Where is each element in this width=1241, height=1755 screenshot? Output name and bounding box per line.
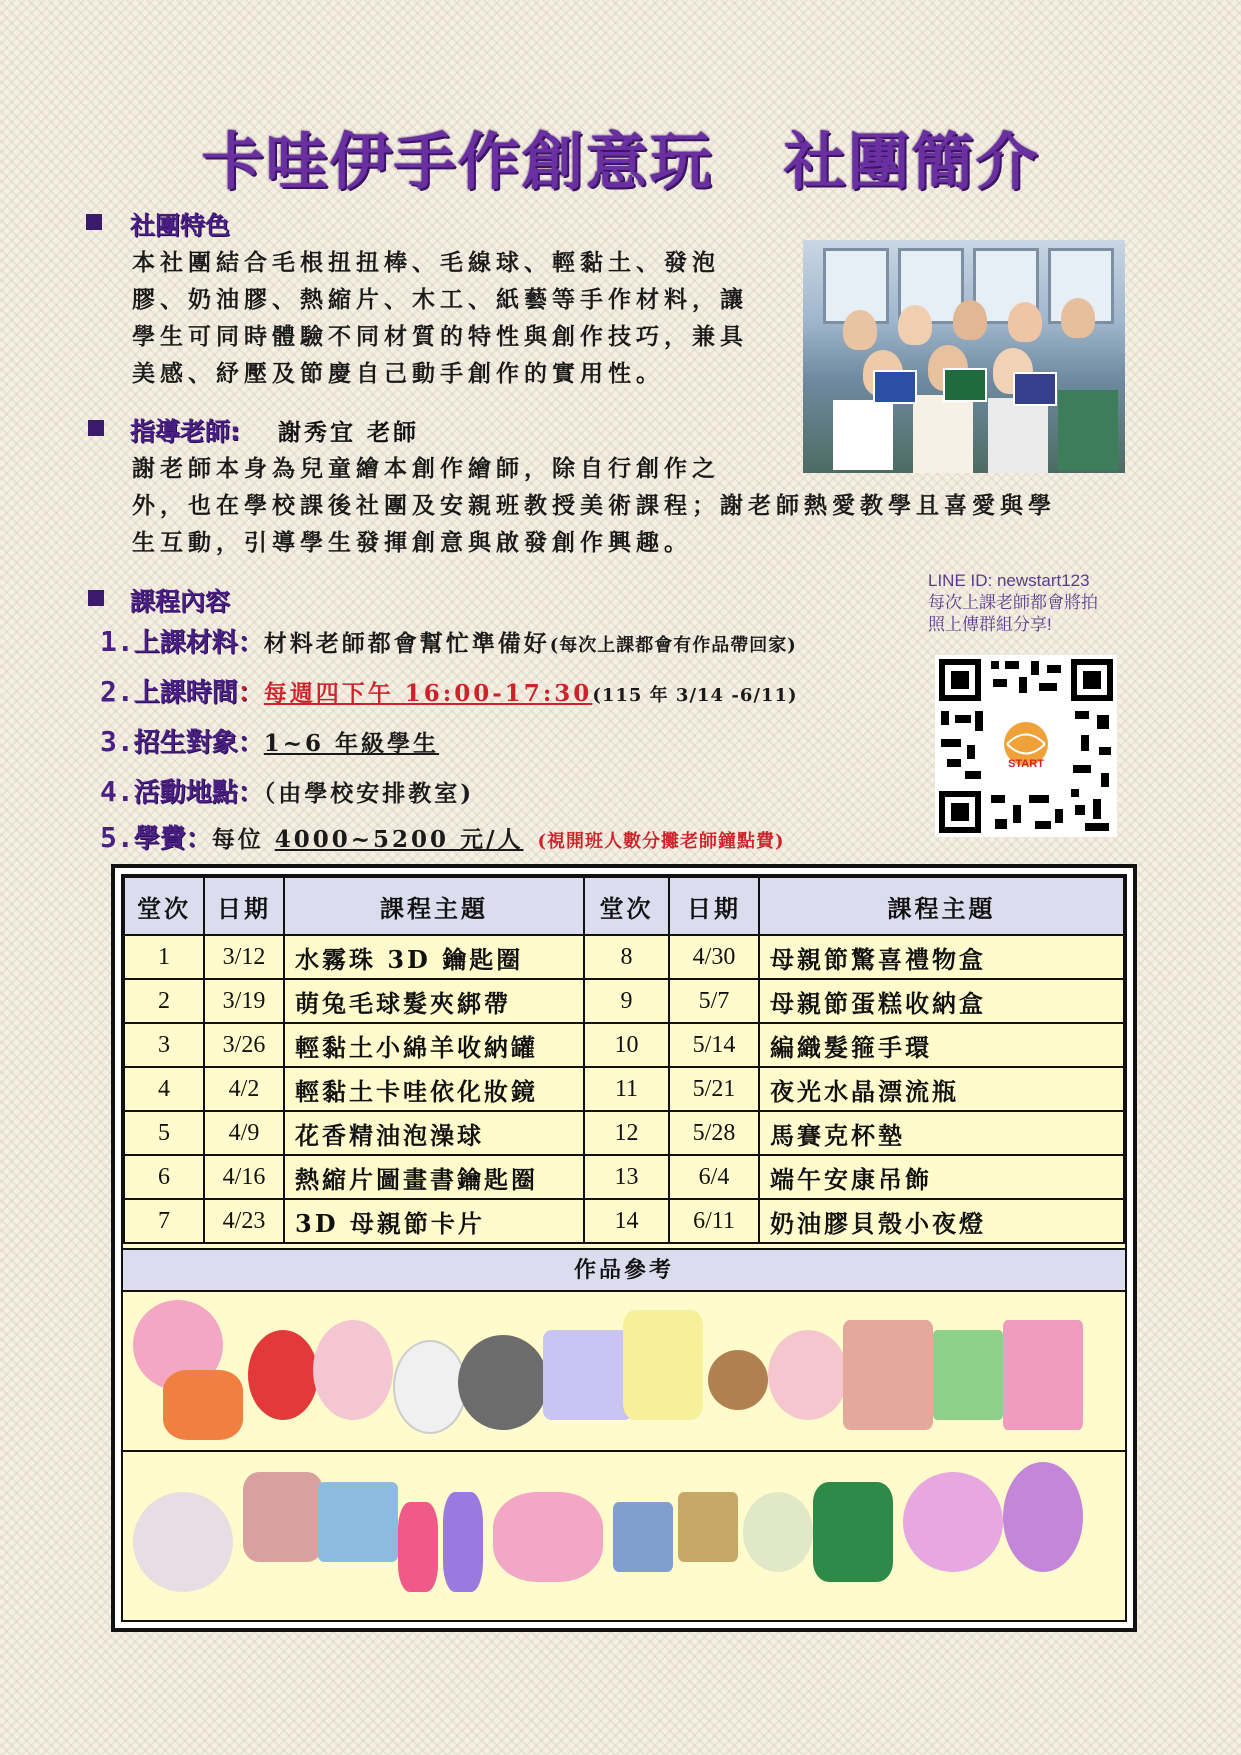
session-topic: 奶油膠貝殼小夜燈 (759, 1199, 1124, 1243)
photo-child (953, 300, 987, 340)
craft-bath-bomb (133, 1492, 233, 1592)
session-date: 3/26 (204, 1023, 284, 1067)
session-topic: 輕黏土小綿羊收納罐 (284, 1023, 584, 1067)
header-session: 堂次 (584, 877, 669, 935)
teacher-line: 生互動，引導學生發揮創意與啟發創作興趣。 (132, 529, 692, 556)
session-topic: 花香精油泡澡球 (284, 1111, 584, 1155)
session-topic: 編織髮箍手環 (759, 1023, 1124, 1067)
schedule-header-row (124, 877, 1124, 935)
line-qr-code[interactable] (935, 655, 1117, 837)
photo-artwork (943, 368, 987, 402)
course-item-time: 2.上課時間：每週四下午 16:00-17:30(115 年 3/14 -6/11) (100, 675, 798, 708)
craft-zongzi-charm (813, 1482, 893, 1582)
session-number: 2 (124, 979, 204, 1023)
teacher-line: 謝老師本身為兒童繪本創作繪師，除自行創作之 (132, 455, 720, 482)
session-topic: 馬賽克杯墊 (759, 1111, 1124, 1155)
session-date: 5/21 (669, 1067, 759, 1111)
craft-pompom (248, 1330, 318, 1420)
teacher-heading: 指導老師: (130, 417, 240, 446)
session-date: 5/14 (669, 1023, 759, 1067)
course-item-target: 3.招生對象：1~6 年級學生 (100, 725, 440, 758)
craft-popup-card (933, 1330, 1003, 1420)
session-topic: 端午安康吊飾 (759, 1155, 1124, 1199)
session-date: 5/7 (669, 979, 759, 1023)
title-left: 卡哇伊手作創意玩 (201, 125, 714, 198)
course-heading: 課程內容 (130, 587, 231, 616)
session-number: 10 (584, 1023, 669, 1067)
session-topic: 水霧珠 3D 鑰匙圈 (284, 935, 584, 979)
craft-bunny-clip (313, 1320, 393, 1420)
reference-works-label: 作品參考 (123, 1248, 1125, 1292)
session-topic: 夜光水晶漂流瓶 (759, 1067, 1124, 1111)
features-heading: 社團特色 (130, 211, 231, 240)
schedule-frame (111, 864, 1137, 1632)
session-number: 14 (584, 1199, 669, 1243)
teacher-paragraph (132, 450, 1122, 561)
session-date: 6/11 (669, 1199, 759, 1243)
session-date: 4/23 (204, 1199, 284, 1243)
teacher-name: 謝秀宜 老師 (278, 419, 420, 446)
bullet-icon (88, 590, 104, 606)
schedule-table (123, 876, 1125, 1244)
photo-child (1061, 298, 1095, 338)
session-date: 5/28 (669, 1111, 759, 1155)
bullet-icon (88, 420, 104, 436)
schedule-row (124, 1067, 1124, 1111)
craft-cake (708, 1350, 768, 1410)
craft-zongzi (743, 1492, 813, 1572)
features-line: 學生可同時體驗不同材質的特性與創作技巧，兼具 (132, 323, 748, 350)
header-session: 堂次 (124, 877, 204, 935)
craft-headband (493, 1492, 603, 1582)
session-number: 8 (584, 935, 669, 979)
craft-shell-lamp (903, 1472, 1003, 1572)
session-topic: 萌兔毛球髮夾綁帶 (284, 979, 584, 1023)
session-date: 4/9 (204, 1111, 284, 1155)
line-note-1: 每次上課老師都會將拍 (928, 593, 1098, 612)
craft-flower-card (623, 1310, 703, 1420)
bullet-icon (86, 214, 102, 230)
course-item-location: 4.活動地點：（由學校安排教室) (100, 775, 475, 808)
session-number: 4 (124, 1067, 204, 1111)
session-number: 1 (124, 935, 204, 979)
schedule-row (124, 1023, 1124, 1067)
session-number: 7 (124, 1199, 204, 1243)
session-number: 12 (584, 1111, 669, 1155)
craft-shell-lamp (1003, 1462, 1083, 1572)
course-item-fee: 5.學費：每位 4000~5200 元/人 (視開班人數分攤老師鐘點費) (100, 821, 785, 854)
photo-artwork (873, 370, 917, 404)
line-info (928, 570, 1128, 636)
header-topic: 課程主題 (759, 877, 1124, 935)
craft-mothers-card (1003, 1320, 1083, 1430)
features-line: 膠、奶油膠、熱縮片、木工、紙藝等手作材料，讓 (132, 286, 748, 313)
works-gallery-row (123, 1290, 1125, 1452)
craft-sheep-jar (393, 1340, 467, 1434)
title-right: 社團簡介 (783, 125, 1040, 198)
craft-drift-bottle (443, 1492, 483, 1592)
line-note-2: 照上傳群組分享! (928, 615, 1052, 634)
session-number: 5 (124, 1111, 204, 1155)
schedule-row (124, 935, 1124, 979)
line-id: LINE ID: newstart123 (928, 571, 1090, 590)
course-item-materials: 1.上課材料：材料老師都會幫忙準備好(每次上課都會有作品帶回家) (100, 625, 797, 658)
session-number: 6 (124, 1155, 204, 1199)
craft-bead-face (163, 1370, 243, 1440)
header-date: 日期 (669, 877, 759, 935)
features-line: 美感、紓壓及節慶自己動手創作的實用性。 (132, 360, 664, 387)
class-photo (803, 240, 1125, 473)
craft-mosaic (243, 1472, 323, 1562)
session-number: 13 (584, 1155, 669, 1199)
qr-logo-text: START (1008, 758, 1044, 770)
session-topic: 母親節驚喜禮物盒 (759, 935, 1124, 979)
photo-child (898, 305, 932, 345)
photo-artwork (1013, 372, 1057, 406)
session-date: 4/2 (204, 1067, 284, 1111)
schedule-row (124, 1111, 1124, 1155)
session-date: 3/19 (204, 979, 284, 1023)
craft-mirror (543, 1330, 633, 1420)
session-date: 4/30 (669, 935, 759, 979)
session-topic: 熱縮片圖畫書鑰匙圈 (284, 1155, 584, 1199)
schedule-inner (121, 874, 1127, 1622)
features-line: 本社團結合毛根扭扭棒、毛線球、輕黏土、發泡 (132, 249, 720, 276)
craft-gift-box (843, 1320, 933, 1430)
header-topic: 課程主題 (284, 877, 584, 935)
photo-child (1008, 302, 1042, 342)
schedule-row (124, 979, 1124, 1023)
session-number: 9 (584, 979, 669, 1023)
works-gallery-row (123, 1452, 1125, 1612)
qr-icon (935, 655, 1117, 837)
page-title (0, 112, 1241, 201)
session-number: 11 (584, 1067, 669, 1111)
craft-mosaic-coaster (318, 1482, 398, 1562)
session-topic: 母親節蛋糕收納盒 (759, 979, 1124, 1023)
features-paragraph (132, 244, 792, 392)
craft-cake-box (768, 1330, 848, 1420)
session-date: 4/16 (204, 1155, 284, 1199)
header-date: 日期 (204, 877, 284, 935)
session-number: 3 (124, 1023, 204, 1067)
session-date: 6/4 (669, 1155, 759, 1199)
session-topic: 3D 母親節卡片 (284, 1199, 584, 1243)
session-topic: 輕黏土卡哇依化妝鏡 (284, 1067, 584, 1111)
schedule-row (124, 1199, 1124, 1243)
craft-keychain-book (613, 1502, 673, 1572)
schedule-row (124, 1155, 1124, 1199)
craft-drift-bottle (398, 1502, 438, 1592)
photo-child (843, 310, 877, 350)
session-date: 3/12 (204, 935, 284, 979)
teacher-line: 外，也在學校課後社團及安親班教授美術課程；謝老師熱愛教學且喜愛與學 (132, 492, 1056, 519)
craft-sheep-face (458, 1335, 548, 1430)
craft-picture-book (678, 1492, 738, 1562)
